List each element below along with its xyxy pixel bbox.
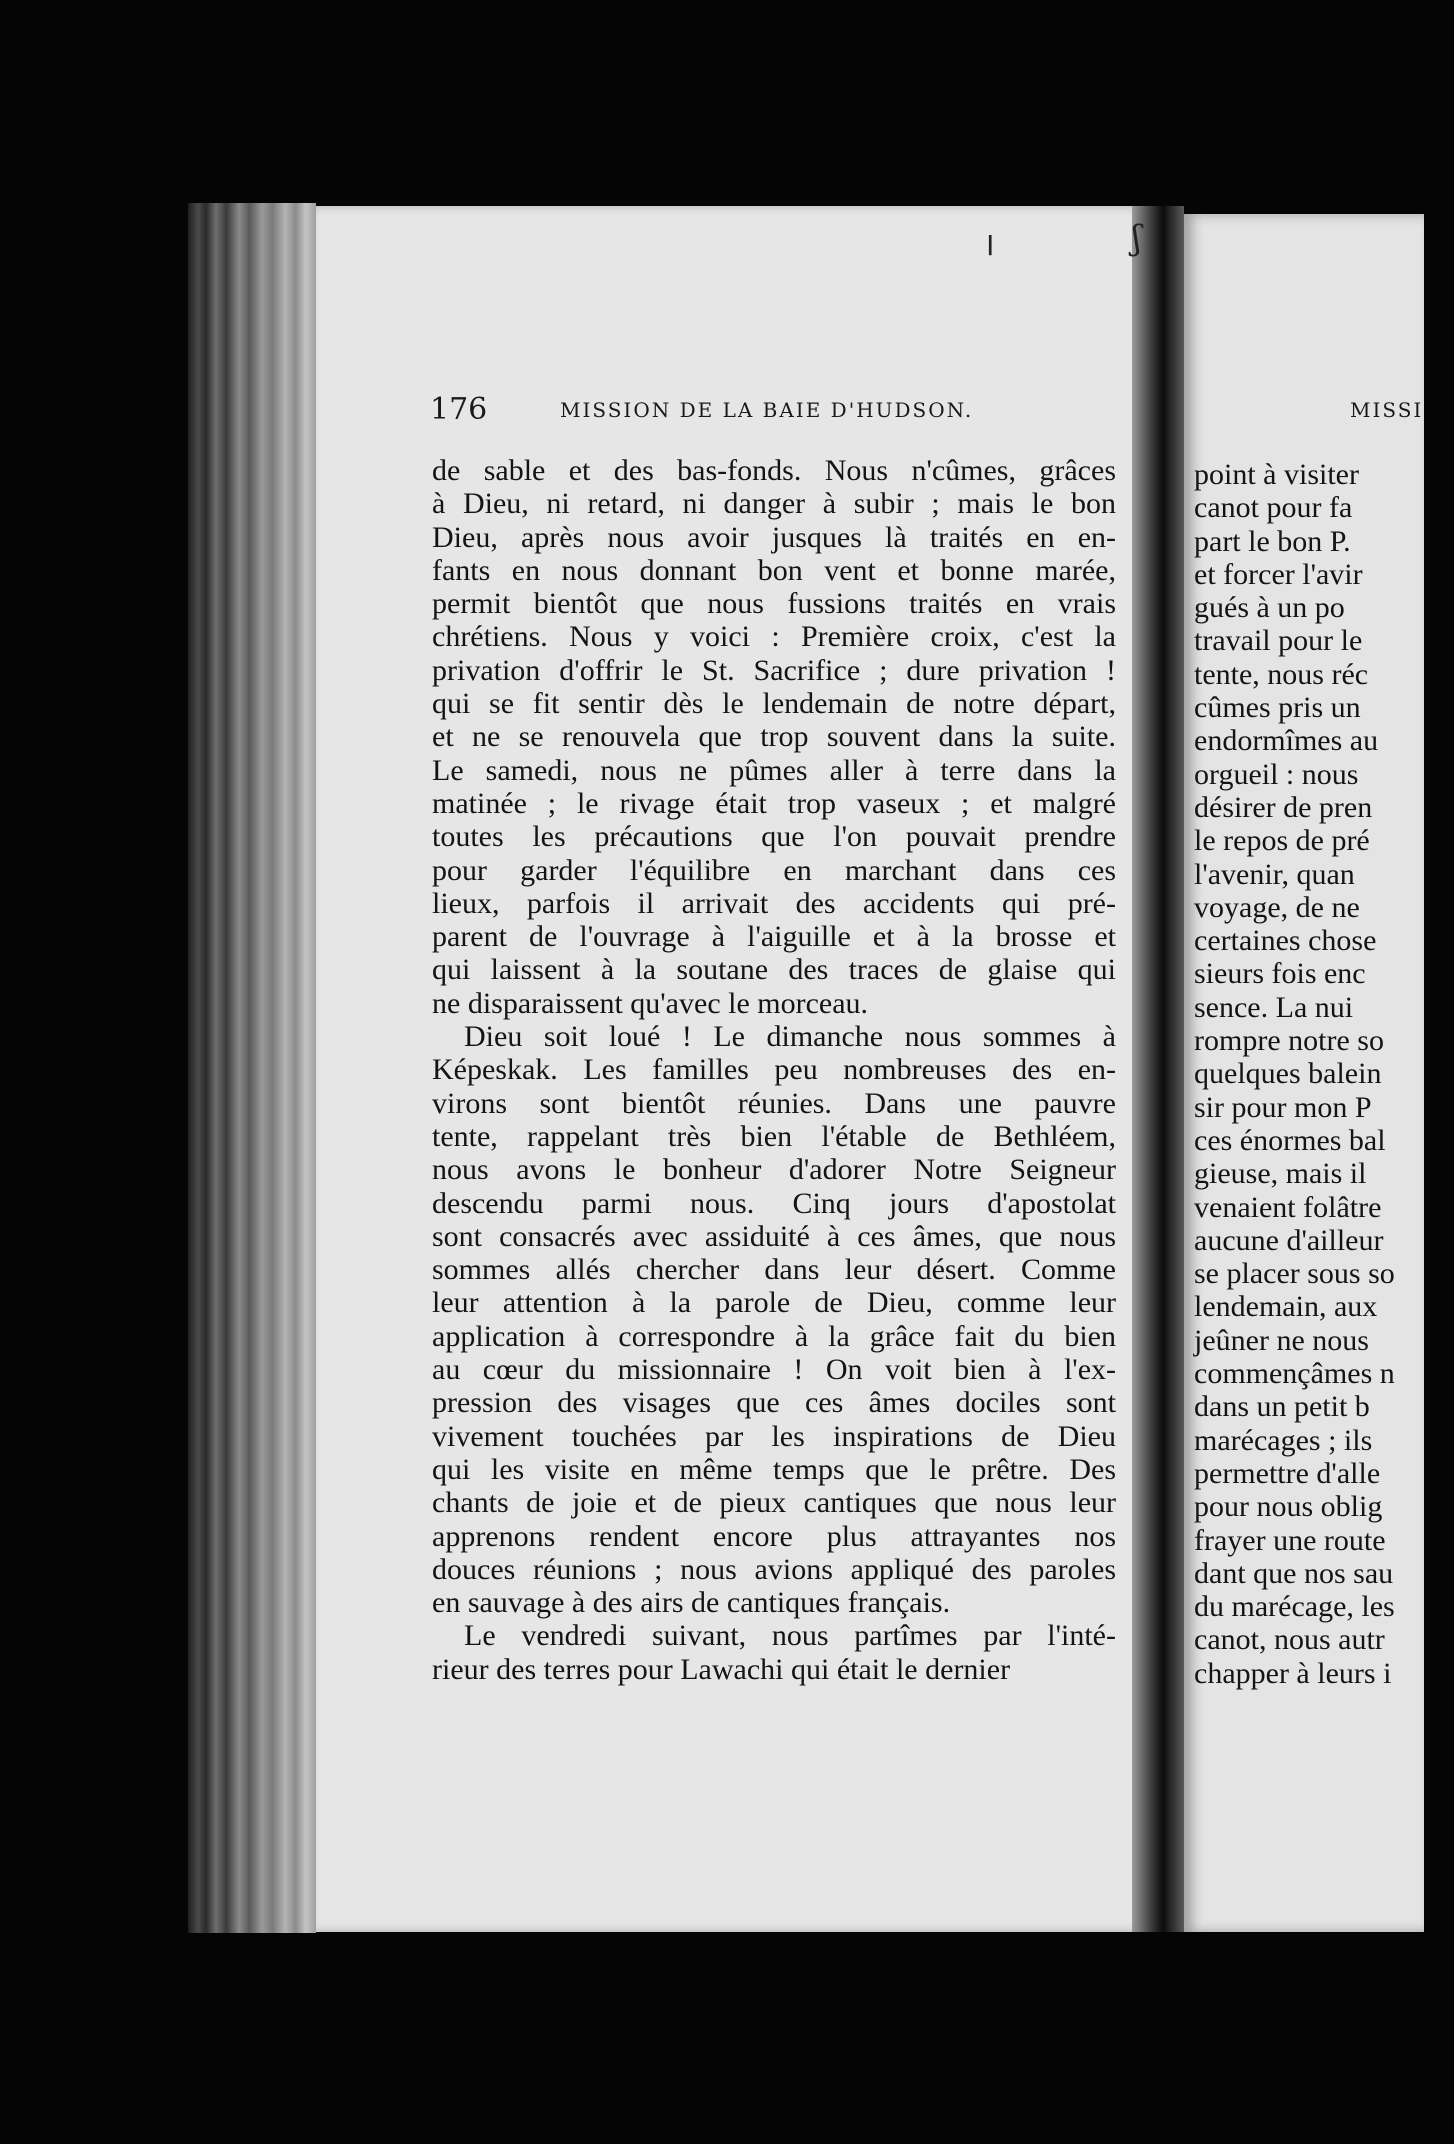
text-line: désirer de pren <box>1194 790 1373 824</box>
text-line: certaines chose <box>1194 924 1377 958</box>
text-line: pour garder l'équilibre en marchant dans ces <box>432 853 1116 887</box>
text-line: canot, nous autr <box>1194 1623 1385 1657</box>
text-line: gieuse, mais il <box>1194 1157 1367 1191</box>
text-line: sir pour mon P <box>1194 1090 1372 1124</box>
page-number: 176 <box>430 392 488 427</box>
text-line: sieurs fois enc <box>1194 957 1366 991</box>
text-line: lieux, parfois il arrivait des accidents qui pré- <box>432 886 1116 920</box>
text-line: tente, nous réc <box>1194 657 1369 691</box>
text-line: cûmes pris un <box>1194 691 1361 725</box>
text-line: quelques balein <box>1194 1057 1382 1091</box>
right-page <box>1184 214 1424 1932</box>
text-line: du marécage, les <box>1194 1590 1395 1624</box>
text-line: qui se fit sentir dès le lendemain de notre départ, <box>432 687 1116 721</box>
text-line: rieur des terres pour Lawachi qui était le dernier <box>432 1652 1011 1686</box>
text-line: lendemain, aux <box>1194 1290 1378 1324</box>
text-line: Le vendredi suivant, nous partîmes par l'inté- <box>464 1619 1116 1653</box>
text-line: toutes les précautions que l'on pouvait prendre <box>432 820 1116 854</box>
text-line: orgueil : nous <box>1194 757 1359 791</box>
text-line: dant que nos sau <box>1194 1556 1394 1590</box>
text-line: leur attention à la parole de Dieu, comme leur <box>432 1286 1116 1320</box>
text-line: Képeskak. Les familles peu nombreuses des en- <box>432 1053 1116 1087</box>
text-line: matinée ; le rivage était trop vaseux ; et malgré <box>432 786 1116 820</box>
scan-speck: ╵ <box>980 236 1001 276</box>
text-line: fants en nous donnant bon vent et bonne marée, <box>432 553 1116 587</box>
text-line: permettre d'alle <box>1194 1456 1381 1490</box>
text-line: ces énormes bal <box>1194 1123 1386 1157</box>
text-line: à Dieu, ni retard, ni danger à subir ; mais le bon <box>432 487 1116 521</box>
text-line: nous avons le bonheur d'adorer Notre Seigneur <box>432 1153 1116 1187</box>
text-line: le repos de pré <box>1194 824 1370 858</box>
text-line: apprenons rendent encore plus attrayantes nos <box>432 1519 1116 1553</box>
text-line: chrétiens. Nous y voici : Première croix, c'est la <box>432 620 1116 654</box>
text-line: chapper à leurs i <box>1194 1656 1392 1690</box>
page-corner-curl: ʃ <box>1132 218 1142 258</box>
text-line: commençâmes n <box>1194 1357 1395 1391</box>
text-line: travail pour le <box>1194 624 1363 658</box>
text-line: en sauvage à des airs de cantiques français. <box>432 1586 951 1620</box>
page-edges <box>188 203 316 1933</box>
text-line: douces réunions ; nous avions appliqué des paroles <box>432 1552 1116 1586</box>
book-gutter <box>1132 206 1184 1932</box>
text-line: voyage, de ne <box>1194 890 1360 924</box>
text-line: permit bientôt que nous fussions traités en vrais <box>432 587 1116 621</box>
right-page-text <box>1194 458 1454 1690</box>
text-line: Le samedi, nous ne pûmes aller à terre dans la <box>432 753 1116 787</box>
text-line: qui les visite en même temps que le prêtre. Des <box>432 1452 1116 1486</box>
text-line: se placer sous so <box>1194 1257 1395 1291</box>
text-line: et ne se renouvela que trop souvent dans la suite. <box>432 720 1116 754</box>
text-line: parent de l'ouvrage à l'aiguille et à la brosse et <box>432 920 1116 954</box>
text-line: jeûner ne nous <box>1194 1323 1369 1357</box>
left-page-header <box>430 392 1130 432</box>
text-line: sommes allés chercher dans leur désert. Comme <box>432 1253 1116 1287</box>
text-line: endormîmes au <box>1194 724 1379 758</box>
right-running-title: MISSI <box>1350 398 1424 422</box>
text-line: gués à un po <box>1194 591 1345 625</box>
text-line: aucune d'ailleur <box>1194 1223 1384 1257</box>
text-line: sence. La nui <box>1194 990 1354 1024</box>
text-line: point à visiter <box>1194 458 1359 491</box>
text-line: qui laissent à la soutane des traces de glaise qui <box>432 953 1116 987</box>
text-line: de sable et des bas-fonds. Nous n'cûmes, grâces <box>432 454 1116 487</box>
text-line: ne disparaissent qu'avec le morceau. <box>432 986 869 1020</box>
text-line: chants de joie et de pieux cantiques que nous leur <box>432 1486 1116 1520</box>
text-line: canot pour fa <box>1194 491 1353 525</box>
text-line: pour nous oblig <box>1194 1490 1383 1524</box>
text-line: au cœur du missionnaire ! On voit bien à l'ex- <box>432 1353 1116 1387</box>
text-line: application à correspondre à la grâce fait du bien <box>432 1319 1116 1353</box>
text-line: sont consacrés avec assiduité à ces âmes, que nous <box>432 1219 1116 1253</box>
text-line: l'avenir, quan <box>1194 857 1355 891</box>
left-page-text <box>432 454 1116 1686</box>
text-line: privation d'offrir le St. Sacrifice ; dure privation ! <box>432 653 1116 687</box>
text-line: tente, rappelant très bien l'étable de Bethléem, <box>432 1119 1116 1153</box>
text-line: Dieu, après nous avoir jusques là traités en en- <box>432 520 1116 554</box>
text-line: dans un petit b <box>1194 1390 1370 1424</box>
text-line: Dieu soit loué ! Le dimanche nous sommes à <box>464 1020 1116 1054</box>
text-line: rompre notre so <box>1194 1024 1384 1058</box>
text-line: frayer une route <box>1194 1523 1386 1557</box>
text-line: venaient folâtre <box>1194 1190 1382 1224</box>
text-line: et forcer l'avir <box>1194 557 1363 591</box>
running-title: MISSION DE LA BAIE D'HUDSON. <box>560 398 974 422</box>
text-line: part le bon P. <box>1194 524 1351 558</box>
text-line: marécages ; ils <box>1194 1423 1373 1457</box>
text-line: virons sont bientôt réunies. Dans une pauvre <box>432 1086 1116 1120</box>
text-line: descendu parmi nous. Cinq jours d'apostolat <box>432 1186 1116 1220</box>
text-line: pression des visages que ces âmes dociles sont <box>432 1386 1116 1420</box>
text-line: vivement touchées par les inspirations de Dieu <box>432 1419 1116 1453</box>
